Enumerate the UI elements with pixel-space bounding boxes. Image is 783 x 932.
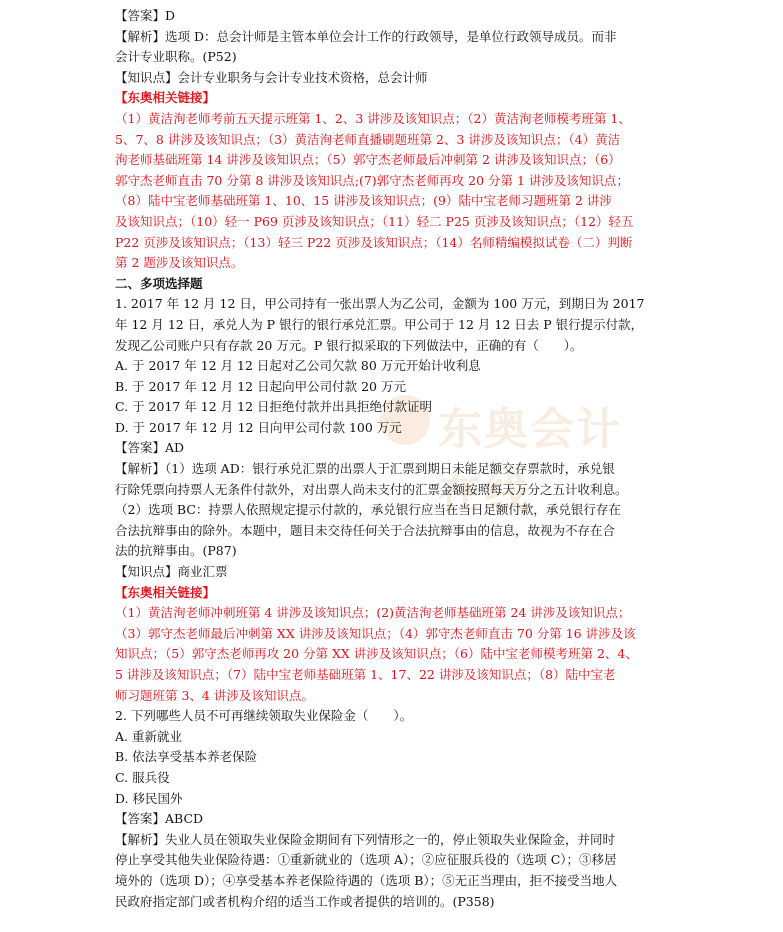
text-line: 知识点；（5）郭守杰老师再攻 20 分第 XX 讲涉及该知识点；（6）陆中宝老师模考班第 2、4、: [115, 646, 638, 662]
text-line: 【解析】选项 D：总会计师是主管本单位会计工作的行政领导，是单位行政领导成员。而非: [115, 28, 617, 44]
text-line: 法的抗辩事由。(P87): [115, 543, 237, 559]
text-line: 【解析】（1）选项 AD：银行承兑汇票的出票人于汇票到期日未能足额交存票款时，承兑银: [115, 461, 615, 477]
text-line: 【答案】AD: [115, 440, 185, 456]
text-line: A. 重新就业: [115, 728, 182, 744]
text-line: 年 12 月 12 日，承兑人为 P 银行的银行承兑汇票。甲公司于 12 月 12 日去 P 银行提示付款，: [115, 316, 644, 332]
text-line: （2）选项 BC：持票人依照规定提示付款的，承兑银行应当在当日足额付款，承兑银行存在: [115, 502, 621, 518]
text-line: 【答案】ABCD: [115, 811, 204, 827]
text-line: 2. 下列哪些人员不可再继续领取失业保险金（ ）。: [115, 708, 413, 724]
text-line: （1）黄洁洵老师考前五天提示班第 1、2、3 讲涉及该知识点；（2）黄洁洵老师模考班第 1、: [115, 110, 631, 126]
text-line: 【东奥相关链接】: [115, 584, 216, 600]
text-line: 行除凭票向持票人无条件付款外，对出票人尚未支付的汇票金额按照每天万分之五计收利息。: [115, 481, 628, 497]
text-line: C. 于 2017 年 12 月 12 日拒绝付款并出具拒绝付款证明: [115, 399, 433, 415]
text-line: 【知识点】商业汇票: [115, 564, 228, 580]
text-line: 第 2 题涉及该知识点。: [115, 255, 244, 271]
text-line: 境外的（选项 D）；④享受基本养老保险待遇的（选项 B）；⑤无正当理由，拒不接受当地人: [115, 872, 618, 888]
text-line: 师习题班第 3、4 讲涉及该知识点。: [115, 687, 314, 703]
text-line: B. 于 2017 年 12 月 12 日起向甲公司付款 20 万元: [115, 378, 406, 394]
document-body: [115, 6, 671, 912]
text-line: P22 页涉及该知识点；（13）轻三 P22 页涉及该知识点；（14）名师精编模拟试卷（二）判断: [115, 234, 633, 250]
text-line: 二、多项选择题: [115, 275, 203, 291]
text-line: （1）黄洁洵老师冲刺班第 4 讲涉及该知识点；(2)黄洁洵老师基础班第 24 讲涉及该知识点；: [115, 605, 631, 621]
text-line: 【知识点】会计专业职务与会计专业技术资格，总会计师: [115, 69, 428, 85]
text-line: 5 讲涉及该知识点；（7）陆中宝老师基础班第 1、17、22 讲涉及该知识点；（8）陆中宝老: [115, 667, 616, 682]
text-line: （8）陆中宝老师基础班第 1、10、15 讲涉及该知识点；(9）陆中宝老师习题班第 2 讲涉: [115, 193, 612, 209]
text-line: 发现乙公司账户只有存款 20 万元。P 银行拟采取的下列做法中，正确的有（ ）。: [115, 337, 583, 353]
text-line: 1. 2017 年 12 月 12 日，甲公司持有一张出票人为乙公司，金额为 100 万元，到期日为 2017: [115, 296, 645, 312]
text-line: 合法抗辩事由的除外。本题中，题目未交待任何关于合法抗辩事由的信息，故视为不存在合: [115, 522, 616, 538]
text-line: D. 移民国外: [115, 790, 183, 806]
text-line: 郭守杰老师直击 70 分第 8 讲涉及该知识点;(7)郭守杰老师再攻 20 分第 1 讲涉及该知识点；: [115, 172, 629, 188]
text-line: D. 于 2017 年 12 月 12 日向甲公司付款 100 万元: [115, 419, 402, 435]
text-line: 及该知识点；（10）轻一 P69 页涉及该知识点；（11）轻二 P25 页涉及该知识点；（12）轻五: [115, 213, 634, 229]
text-line: 民政府指定部门或者机构介绍的适当工作或者提供的培训的。(P358): [115, 893, 495, 909]
text-line: 会计专业职称。(P52): [115, 49, 237, 65]
text-line: 5、7、8 讲涉及该知识点；（3）黄洁洵老师直播刷题班第 2、3 讲涉及该知识点；（4）黄洁: [115, 131, 621, 147]
text-line: A. 于 2017 年 12 月 12 日起对乙公司欠款 80 万元开始计收利息: [115, 358, 481, 374]
text-line: 【答案】D: [115, 8, 176, 23]
text-line: 【东奥相关链接】: [115, 90, 216, 106]
text-line: B. 依法享受基本养老保险: [115, 749, 258, 765]
text-line: 【解析】失业人员在领取失业保险金期间有下列情形之一的，停止领取失业保险金，并同时: [115, 831, 616, 847]
text-line: C. 服兵役: [115, 769, 170, 785]
watermark-text: 东奥会计在线: [438, 404, 622, 519]
text-line: （3）郭守杰老师最后冲刺第 XX 讲涉及该知识点；（4）郭守杰老师直击 70 分第 16 讲涉及该: [115, 625, 636, 641]
text-line: 停止享受其他失业保险待遇：①重新就业的（选项 A）；②应征服兵役的（选项 C）；③移居: [115, 852, 617, 868]
text-line: 洵老师基础班第 14 讲涉及该知识点；（5）郭守杰老师最后冲刺第 2 讲涉及该知识点；（6）: [115, 152, 621, 168]
